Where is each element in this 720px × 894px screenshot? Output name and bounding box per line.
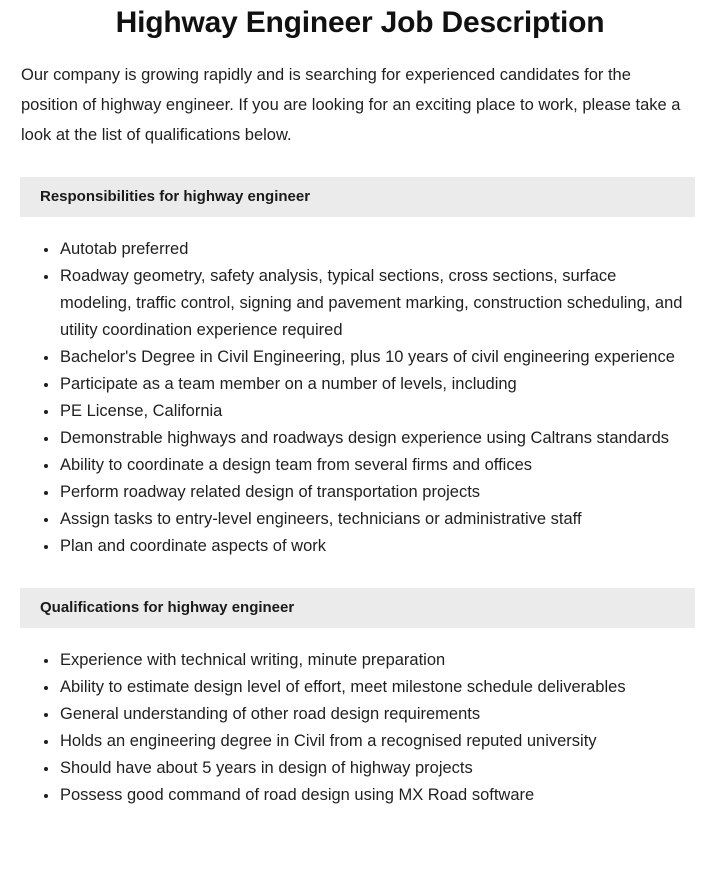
list-item: Perform roadway related design of transportation projects — [0, 479, 720, 506]
list-item: Autotab preferred — [0, 236, 720, 263]
list-item: Holds an engineering degree in Civil from a recognised reputed university — [0, 728, 720, 755]
list-item: Experience with technical writing, minute preparation — [0, 647, 720, 674]
qualifications-list — [0, 628, 720, 809]
list-item: General understanding of other road design requirements — [0, 701, 720, 728]
list-item: Roadway geometry, safety analysis, typical sections, cross sections, surface modeling, traffic control, signing and pavement marking, construction scheduling, and utility coordination experience required — [0, 263, 720, 344]
section-header-responsibilities — [20, 177, 695, 217]
list-item: Ability to estimate design level of effort, meet milestone schedule deliverables — [0, 674, 720, 701]
responsibilities-list — [0, 217, 720, 560]
list-item: Possess good command of road design using MX Road software — [0, 782, 720, 809]
list-item: PE License, California — [0, 398, 720, 425]
list-item: Should have about 5 years in design of highway projects — [0, 755, 720, 782]
section-heading-label: Responsibilities for highway engineer — [40, 188, 311, 205]
list-item: Plan and coordinate aspects of work — [0, 533, 720, 560]
list-item: Demonstrable highways and roadways design experience using Caltrans standards — [0, 425, 720, 452]
list-item: Assign tasks to entry-level engineers, technicians or administrative staff — [0, 506, 720, 533]
page-title: Highway Engineer Job Description — [115, 6, 605, 39]
list-item: Bachelor's Degree in Civil Engineering, plus 10 years of civil engineering experience — [0, 344, 720, 371]
section-heading-label: Qualifications for highway engineer — [40, 599, 295, 616]
page-bottom-spacer — [0, 809, 720, 849]
section-header-qualifications — [20, 588, 695, 628]
list-item: Ability to coordinate a design team from several firms and offices — [0, 452, 720, 479]
list-item: Participate as a team member on a number of levels, including — [0, 371, 720, 398]
intro-paragraph: Our company is growing rapidly and is searching for experienced candidates for the position of highway engineer. If you are looking for an exciting place to work, please take a look at the list of qualifications below. — [21, 66, 681, 144]
